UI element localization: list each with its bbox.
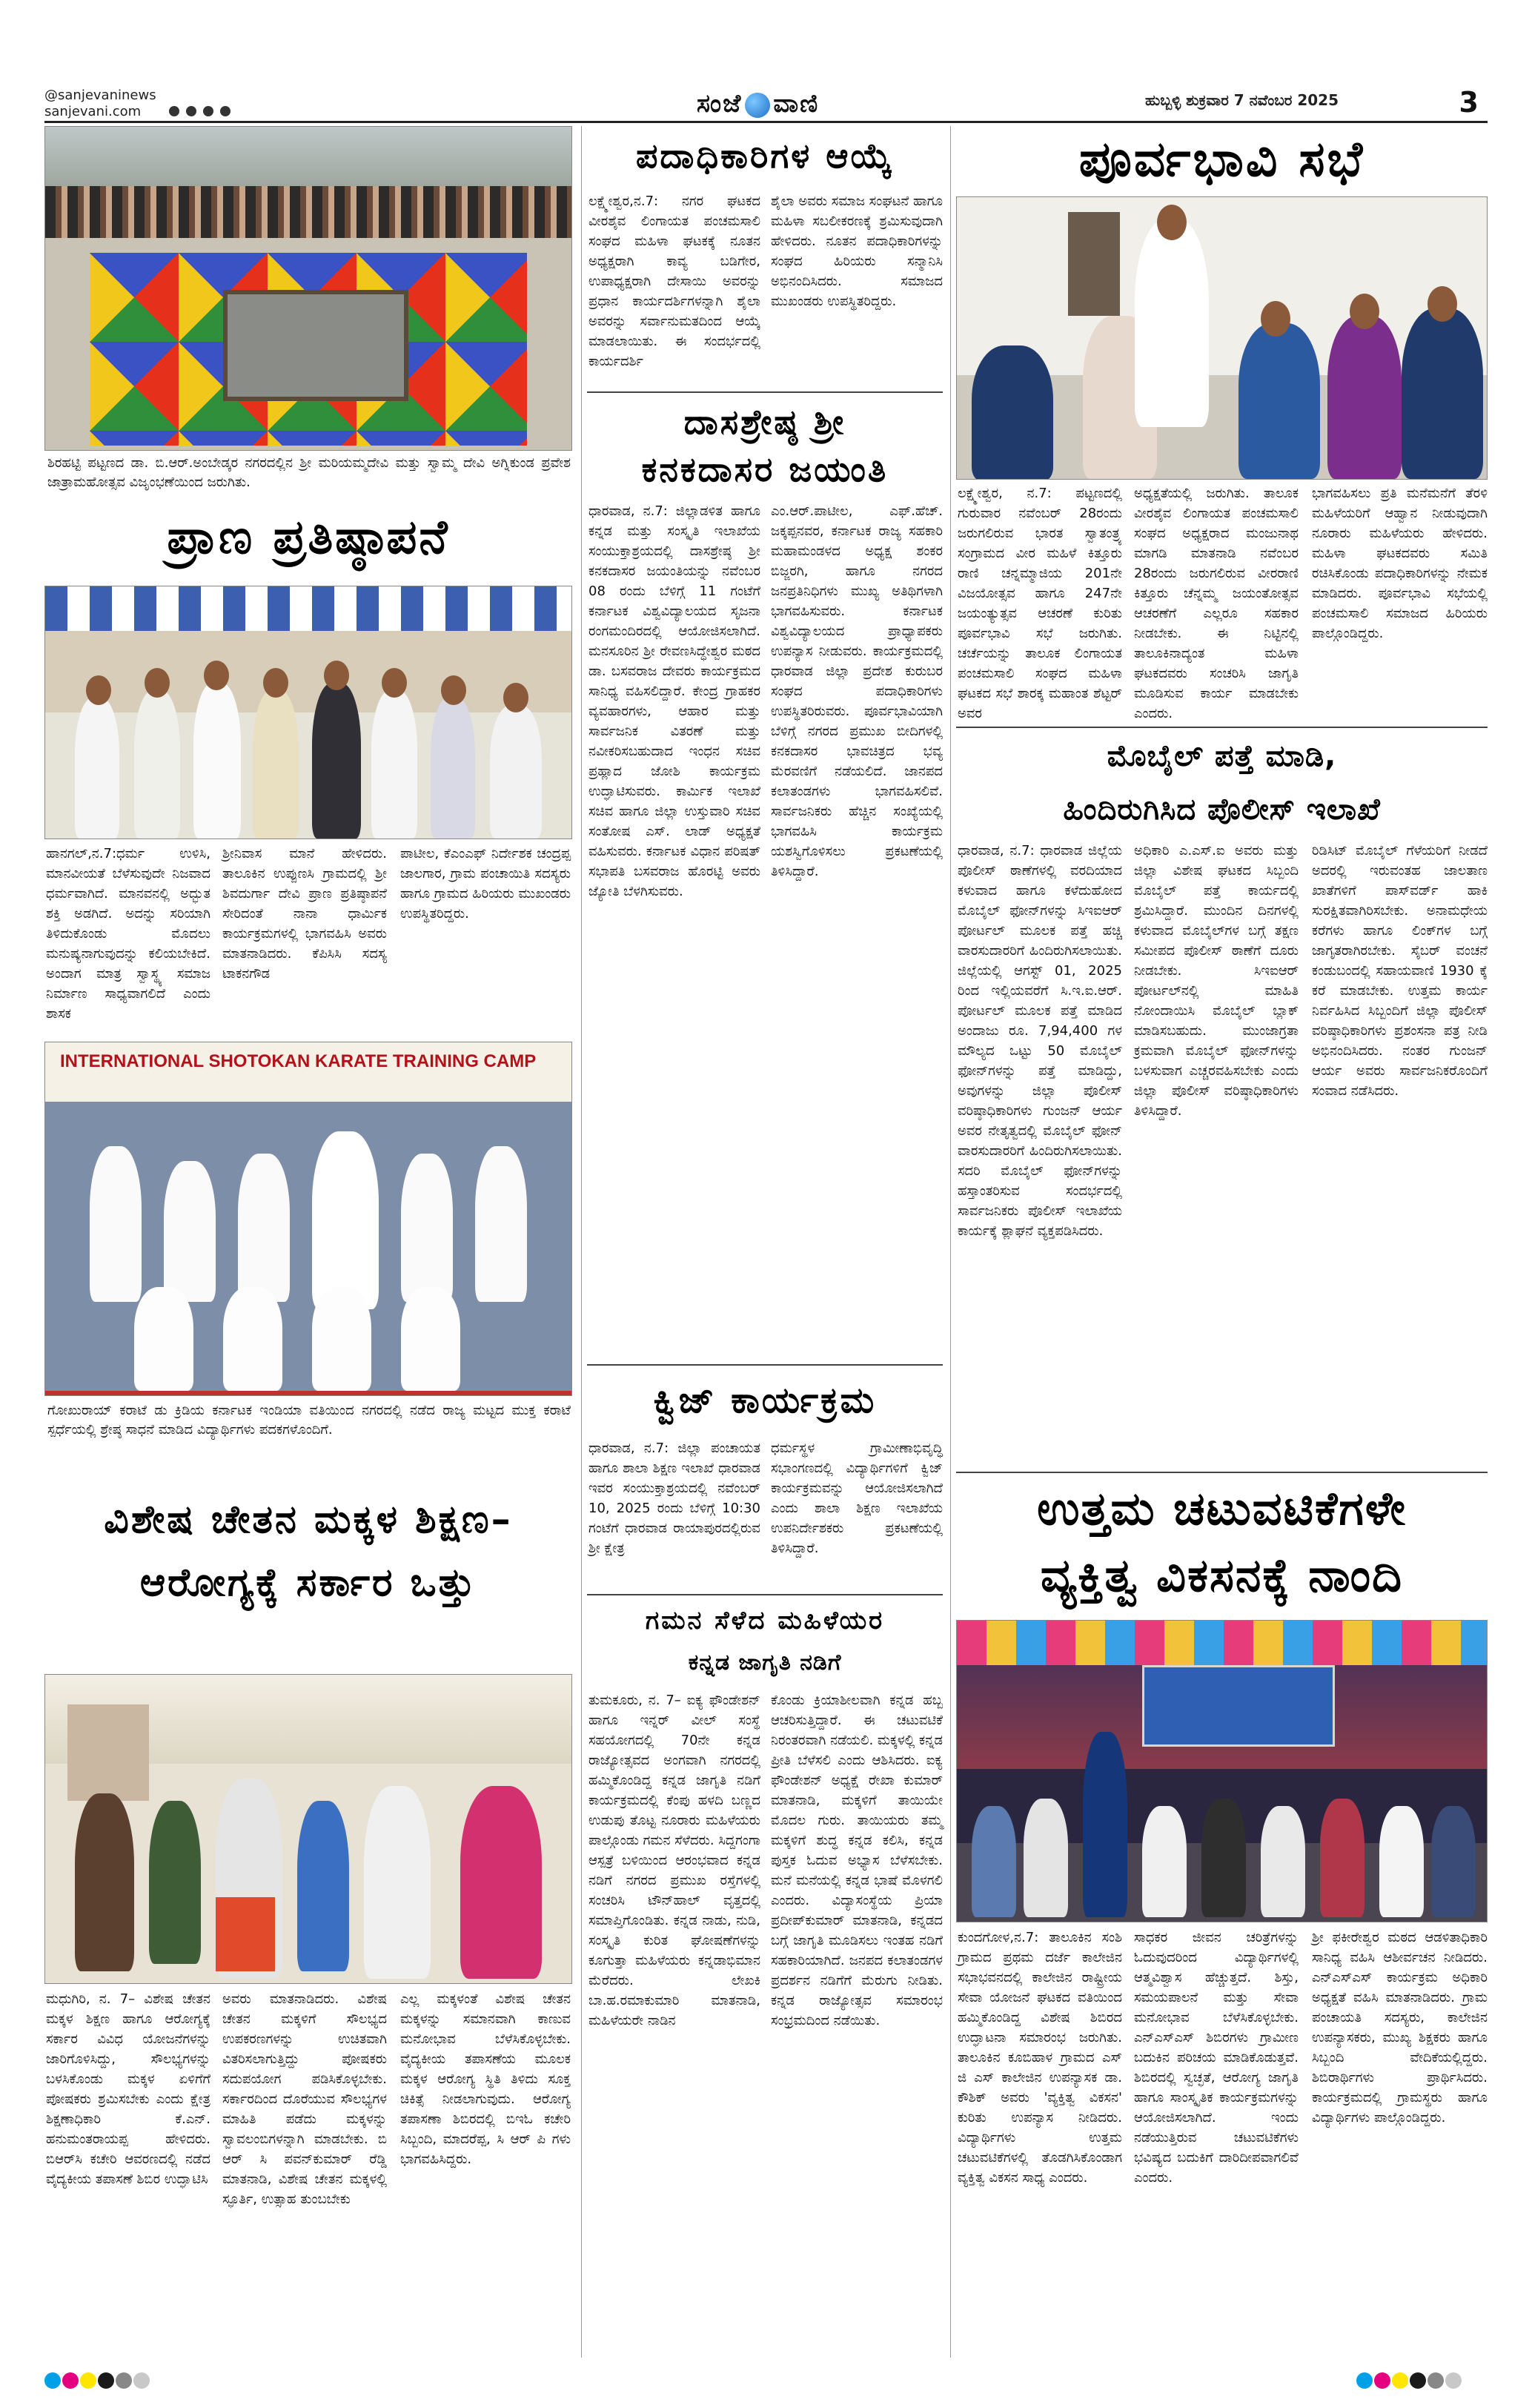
- column-rule: [950, 126, 951, 2358]
- story-kanakadasa-col1: ಧಾರವಾಡ, ನ.7: ಜಿಲ್ಲಾಡಳಿತ ಹಾಗೂ ಕನ್ನಡ ಮತ್ತು ಸಂಸ್ಕೃತಿ ಇಲಾಖೆಯ ಸಂಯುಕ್ತಾಶ್ರಯದಲ್ಲಿ ದಾಸಶ್ರೇಷ್ಠ ಶ್ರೀ ಕನಕದಾಸರ ಜಯಂತಿಯನ್ನು ನವೆಂಬರ 08 ರಂದು ಬೆಳಿಗ್ಗೆ 11 ಗಂಟೆಗೆ ಕರ್ನಾಟಕ ವಿಶ್ವವಿದ್ಯಾಲಯದ ಸೃಜನಾ ರಂಗಮಂದಿರದಲ್ಲಿ ಆಯೋಜಿಸಲಾಗಿದೆ. ಮನಸೂರಿನ ಶ್ರೀ ರೇವಣಸಿದ್ಧೇಶ್ವರ ಮಠದ ಡಾ. ಬಸವರಾಜ ದೇವರು ಕಾರ್ಯಕ್ರಮದ ಸಾನಿಧ್ಯ ವಹಿಸಲಿದ್ದಾರೆ. ಕೇಂದ್ರ ಗ್ರಾಹಕರ ವ್ಯವಹಾರಗಳು, ಆಹಾರ ಮತ್ತು ಸಾರ್ವಜನಿಕ ವಿತರಣೆ ಮತ್ತು ನವೀಕರಿಸಬಹುದಾದ ಇಂಧನ ಸಚಿವ ಪ್ರಹ್ಲಾದ ಜೋಶಿ ಕಾರ್ಯಕ್ರಮ ಉದ್ಘಾಟಿಸುವರು. ಕಾರ್ಮಿಕ ಇಲಾಖೆ ಸಚಿವ ಹಾಗೂ ಜಿಲ್ಲಾ ಉಸ್ತುವಾರಿ ಸಚಿವ ಸಂತೋಷ ಎಸ್. ಲಾಡ್ ಅಧ್ಯಕ್ಷತೆ ವಹಿಸುವರು. ಕರ್ನಾಟಕ ವಿಧಾನ ಪರಿಷತ್ ಸಭಾಪತಿ ಬಸವರಾಜ ಹೊರಟ್ಟಿ ಅವರು ಜ್ಯೋತಿ ಬೆಳಗಿಸುವರು.: [588, 503, 760, 899]
- photo-special-children: [44, 1674, 572, 1984]
- globe-icon: [745, 93, 770, 118]
- masthead-logo: [697, 89, 819, 119]
- headline-pranapratishtapane: ಪ್ರಾಣ ಪ್ರತಿಷ್ಠಾಪನೆ: [167, 510, 450, 565]
- brand-left: ಸಂಜೆ: [697, 89, 743, 119]
- black-swatch: [1410, 2372, 1426, 2389]
- magenta-swatch: [62, 2372, 79, 2389]
- column-rule: [581, 126, 582, 2358]
- story-kannada-nadige-col2: ಕೊಂಡು ಕ್ರಿಯಾಶೀಲವಾಗಿ ಕನ್ನಡ ಹಬ್ಬ ಆಚರಿಸುತ್ತಿದ್ದಾರೆ. ಈ ಚಟುವಟಿಕೆ ನಿರಂತರವಾಗಿ ನಡೆಯಲಿ. ಮಕ್ಕಳಲ್ಲಿ ಕನ್ನಡ ಪ್ರೀತಿ ಬೆಳೆಸಲಿ ಎಂದು ಆಶಿಸಿದರು. ಐಕ್ಯ ಫೌಂಡೇಶನ್ ಅಧ್ಯಕ್ಷೆ ರೇಖಾ ಕುಮಾರ್ ಮಾತನಾಡಿ, ಮಕ್ಕಳಿಗೆ ತಾಯಿಯೇ ಮೊದಲ ಗುರು. ತಾಯಿಯರು ತಮ್ಮ ಮಕ್ಕಳಿಗೆ ಶುದ್ಧ ಕನ್ನಡ ಕಲಿಸಿ, ಕನ್ನಡ ಪುಸ್ತಕ ಓದುವ ಅಭ್ಯಾಸ ಬೆಳೆಸಬೇಕು. ಮನೆ ಮನೆಯಲ್ಲಿ ಕನ್ನಡ ಭಾಷೆ ಮೊಳಗಲಿ ಎಂದರು. ವಿದ್ಯಾಸಂಸ್ಥೆಯ ಪ್ರಿಯಾ ಪ್ರದೀಪ್‌ಕುಮಾರ್ ಮಾತನಾಡಿ, ಕನ್ನಡದ ಬಗ್ಗೆ ಜಾಗೃತಿ ಮೂಡಿಸಲು ಇಂತಹ ನಡಿಗೆ ಸಹಕಾರಿಯಾಗಿದೆ. ಜನಪದ ಕಲಾತಂಡಗಳ ಪ್ರದರ್ಶನ ನಡಿಗೆಗೆ ಮೆರುಗು ನೀಡಿತು. ಕನ್ನಡ ರಾಜ್ಯೋತ್ಸವ ಸಮಾರಂಭ ಸಂಭ್ರಮದಿಂದ ನಡೆಯಿತು.: [771, 1693, 943, 2028]
- header-rule: [44, 121, 1488, 123]
- instagram-icon[interactable]: [203, 106, 213, 116]
- story-vyaktitva-col1: ಕುಂದಗೋಳ,ನ.7: ತಾಲೂಕಿನ ಸಂಶಿ ಗ್ರಾಮದ ಪ್ರಥಮ ದರ್ಜೆ ಕಾಲೇಜಿನ ಸಭಾಭವನದಲ್ಲಿ ಕಾಲೇಜಿನ ರಾಷ್ಟ್ರೀಯ ಸೇವಾ ಯೋಜನೆ ಘಟಕದ ವತಿಯಿಂದ ಹಮ್ಮಿಕೊಂಡಿದ್ದ ವಿಶೇಷ ಶಿಬಿರದ ಉದ್ಘಾಟನಾ ಸಮಾರಂಭ ಜರುಗಿತು. ತಾಲೂಕಿನ ಕೂಬಿಹಾಳ ಗ್ರಾಮದ ಎಸ್ ಜಿ ಎಸ್ ಕಾಲೇಜಿನ ಉಪನ್ಯಾಸಕ ಡಾ. ಕೌಶಿಕ್ ಅವರು 'ವ್ಯಕ್ತಿತ್ವ ವಿಕಸನ' ಕುರಿತು ಉಪನ್ಯಾಸ ನೀಡಿದರು. ವಿದ್ಯಾರ್ಥಿಗಳು ಉತ್ತಮ ಚಟುವಟಿಕೆಗಳಲ್ಲಿ ತೊಡಗಿಸಿಕೊಂಡಾಗ ವ್ಯಕ್ತಿತ್ವ ವಿಕಸನ ಸಾಧ್ಯ ಎಂದರು.: [958, 1930, 1122, 2186]
- headline-mobile-patte: ಮೊಬೈಲ್ ಪತ್ತೆ ಮಾಡಿ,: [1107, 739, 1337, 773]
- dateline: ಹುಬ್ಬಳ್ಳಿ ಶುಕ್ರವಾರ 7 ನವೆಂಬರ 2025: [1145, 91, 1339, 109]
- story-mobile-col1: ಧಾರವಾಡ, ನ.7: ಧಾರವಾಡ ಜಿಲ್ಲೆಯ ಪೊಲೀಸ್ ಠಾಣೆಗಳಲ್ಲಿ ವರದಿಯಾದ ಕಳುವಾದ ಹಾಗೂ ಕಳೆದುಹೋದ ಮೊಬೈಲ್ ಫೋನ್‌ಗಳನ್ನು ಸಿಇಐಆರ್ ಪೋರ್ಟಲ್ ಮೂಲಕ ಪತ್ತೆ ಹಚ್ಚಿ ವಾರಸುದಾರರಿಗೆ ಹಿಂದಿರುಗಿಸಲಾಯಿತು. ಜಿಲ್ಲೆಯಲ್ಲಿ ಆಗಸ್ಟ್ 01, 2025 ರಿಂದ ಇಲ್ಲಿಯವರೆಗೆ ಸಿ.ಇ.ಐ.ಆರ್. ಪೋರ್ಟಲ್ ಮೂಲಕ ಪತ್ತೆ ಮಾಡಿದ ಅಂದಾಜು ರೂ. 7,94,400 ಗಳ ಮೌಲ್ಯದ ಒಟ್ಟು 50 ಮೊಬೈಲ್ ಫೋನ್‌ಗಳನ್ನು ಪತ್ತೆ ಮಾಡಿದ್ದು, ಅವುಗಳನ್ನು ಜಿಲ್ಲಾ ಪೊಲೀಸ್ ವರಿಷ್ಠಾಧಿಕಾರಿಗಳು ಗುಂಜನ್ ಆರ್ಯ ಅವರ ನೇತೃತ್ವದಲ್ಲಿ ಮೊಬೈಲ್ ಫೋನ್ ವಾರಸುದಾರರಿಗೆ ಹಿಂದಿರುಗಿಸಲಾಯಿತು. ಸದರಿ ಮೊಬೈಲ್ ಫೋನ್‌ಗಳನ್ನು ಹಸ್ತಾಂತರಿಸುವ ಸಂದರ್ಭದಲ್ಲಿ ಸಾರ್ವಜನಿಕರು ಪೊಲೀಸ್ ಇಲಾಖೆಯ ಕಾರ್ಯಕ್ಕೆ ಶ್ಲಾಘನೆ ವ್ಯಕ್ತಪಡಿಸಿದರು.: [958, 843, 1122, 1239]
- headline-padadhikarigala-ayke: ಪದಾಧಿಕಾರಿಗಳ ಆಯ್ಕೆ: [635, 136, 895, 176]
- divider: [956, 1472, 1488, 1473]
- social-handle: @sanjevaninews: [44, 87, 156, 103]
- headline-dasashreshta: ದಾಸಶ್ರೇಷ್ಠ ಶ್ರೀ: [683, 402, 846, 442]
- lightgray-swatch: [133, 2372, 150, 2389]
- cyan-swatch: [44, 2372, 61, 2389]
- story-vishesha-col2: ಅವರು ಮಾತನಾಡಿದರು. ವಿಶೇಷ ಚೇತನ ಮಕ್ಕಳಿಗೆ ಸೌಲಭ್ಯದ ಉಪಕರಣಗಳನ್ನು ಉಚಿತವಾಗಿ ವಿತರಿಸಲಾಗುತ್ತಿದ್ದು ಪೋಷಕರು ಸದುಪಯೋಗ ಪಡಿಸಿಕೊಳ್ಳಬೇಕು. ಸರ್ಕಾರದಿಂದ ದೊರೆಯುವ ಸೌಲಭ್ಯಗಳ ಮಾಹಿತಿ ಪಡೆದು ಮಕ್ಕಳನ್ನು ಸ್ವಾವಲಂಬಿಗಳನ್ನಾಗಿ ಮಾಡಬೇಕು. ಬಿ ಆರ್ ಸಿ ಪವನ್‌ಕುಮಾರ್ ರೆಡ್ಡಿ ಮಾತನಾಡಿ, ವಿಶೇಷ ಚೇತನ ಮಕ್ಕಳಲ್ಲಿ ಸ್ಫೂರ್ತಿ, ಉತ್ಸಾಹ ತುಂಬಬೇಕು: [222, 1991, 387, 2207]
- gray-swatch: [116, 2372, 132, 2389]
- yellow-swatch: [1392, 2372, 1408, 2389]
- headline-poorvabhavi-sabhe: ಪೂರ್ವಭಾವಿ ಸಭೆ: [1078, 130, 1365, 188]
- story-vishesha-col1: ಮಧುಗಿರಿ, ನ. 7– ವಿಶೇಷ ಚೇತನ ಮಕ್ಕಳ ಶಿಕ್ಷಣ ಹಾಗೂ ಆರೋಗ್ಯಕ್ಕೆ ಸರ್ಕಾರ ವಿವಿಧ ಯೋಜನೆಗಳನ್ನು ಜಾರಿಗೊಳಿಸಿದ್ದು, ಸೌಲಭ್ಯಗಳನ್ನು ಬಳಸಿಕೊಂಡು ಮಕ್ಕಳ ಏಳಿಗೆಗೆ ಪೋಷಕರು ಶ್ರಮಿಸಬೇಕು ಎಂದು ಕ್ಷೇತ್ರ ಶಿಕ್ಷಣಾಧಿಕಾರಿ ಕೆ.ಎನ್. ಹನುಮಂತರಾಯಪ್ಪ ಹೇಳಿದರು. ಬಿಆರ್‌ಸಿ ಕಚೇರಿ ಆವರಣದಲ್ಲಿ ನಡೆದ ವೈದ್ಯಕೀಯ ತಪಾಸಣೆ ಶಿಬಿರ ಉದ್ಘಾಟಿಸಿ: [46, 1991, 210, 2187]
- story-poorvabhavi-col3: ಭಾಗವಹಿಸಲು ಪ್ರತಿ ಮನೆಮನೆಗೆ ತೆರಳಿ ಮಹಿಳೆಯರಿಗೆ ಆಹ್ವಾನ ನೀಡುವುದಾಗಿ ನೂರಾರು ಮಹಿಳೆಯರು ಹೇಳಿದರು. ಮಹಿಳಾ ಘಟಕದವರು ಸಮಿತಿ ರಚಿಸಿಕೊಂಡು ಪದಾಧಿಕಾರಿಗಳನ್ನು ನೇಮಕ ಮಾಡಿದರು. ಪೂರ್ವಭಾವಿ ಸಭೆಯಲ್ಲಿ ಪಂಚಮಸಾಲಿ ಸಮಾಜದ ಹಿರಿಯರು ಪಾಲ್ಗೊಂಡಿದ್ದರು.: [1312, 486, 1488, 641]
- page-number: 3: [1459, 86, 1479, 119]
- headline-kanakadasara-jayanti: ಕನಕದಾಸರ ಜಯಂತಿ: [641, 449, 889, 489]
- divider: [587, 1594, 943, 1595]
- story-mobile-col3: ರಿಡಿಸಿಟ್ ಮೊಬೈಲ್ ಗೆಳೆಯರಿಗೆ ನೀಡದೆ ಅದರಲ್ಲಿ ಇರುವಂತಹ ಜಾಲತಾಣ ಖಾತೆಗಳಿಗೆ ಪಾಸ್‌ವರ್ಡ್ ಹಾಕಿ ಸುರಕ್ಷಿತವಾಗಿರಿಸಬೇಕು. ಅನಾಮಧೇಯ ಕರೆಗಳು ಹಾಗೂ ಲಿಂಕ್‌ಗಳ ಬಗ್ಗೆ ಜಾಗೃತರಾಗಿರಬೇಕು. ಸೈಬರ್ ವಂಚನೆ ಕಂಡುಬಂದಲ್ಲಿ ಸಹಾಯವಾಣಿ 1930 ಕ್ಕೆ ಕರೆ ಮಾಡಬೇಕು. ಉತ್ತಮ ಕಾರ್ಯ ನಿರ್ವಹಿಸಿದ ಸಿಬ್ಬಂದಿಗೆ ಜಿಲ್ಲಾ ಪೊಲೀಸ್ ವರಿಷ್ಠಾಧಿಕಾರಿಗಳು ಪ್ರಶಂಸನಾ ಪತ್ರ ನೀಡಿ ಅಭಿನಂದಿಸಿದರು. ನಂತರ ಗುಂಜನ್ ಆರ್ಯ ಅವರು ಸಾರ್ವಜನಿಕರೊಂದಿಗೆ ಸಂವಾದ ನಡೆಸಿದರು.: [1312, 843, 1488, 1099]
- photo-festival: [44, 126, 572, 451]
- story-kannada-nadige-col1: ತುಮಕೂರು, ನ. 7– ಐಕ್ಯ ಫೌಂಡೇಶನ್ ಹಾಗೂ ಇನ್ನರ್ ವೀಲ್ ಸಂಸ್ಥೆ ಸಹಯೋಗದಲ್ಲಿ 70ನೇ ಕನ್ನಡ ರಾಜ್ಯೋತ್ಸವದ ಅಂಗವಾಗಿ ನಗರದಲ್ಲಿ ಹಮ್ಮಿಕೊಂಡಿದ್ದ ಕನ್ನಡ ಜಾಗೃತಿ ನಡಿಗೆ ಕಾರ್ಯಕ್ರಮದಲ್ಲಿ ಕೆಂಪು ಹಳದಿ ಬಣ್ಣದ ಉಡುಪು ತೊಟ್ಟ ನೂರಾರು ಮಹಿಳೆಯರು ಪಾಲ್ಗೊಂಡು ಗಮನ ಸೆಳೆದರು. ಸಿದ್ದಗಂಗಾ ಆಸ್ಪತ್ರೆ ಬಳಿಯಿಂದ ಆರಂಭವಾದ ಕನ್ನಡ ನಡಿಗೆ ನಗರದ ಪ್ರಮುಖ ರಸ್ತೆಗಳಲ್ಲಿ ಸಂಚರಿಸಿ ಟೌನ್‌ಹಾಲ್ ವೃತ್ತದಲ್ಲಿ ಸಮಾಪ್ತಿಗೊಂಡಿತು. ಕನ್ನಡ ನಾಡು, ನುಡಿ, ಸಂಸ್ಕೃತಿ ಕುರಿತ ಘೋಷಣೆಗಳನ್ನು ಕೂಗುತ್ತಾ ಮಹಿಳೆಯರು ಕನ್ನಡಾಭಿಮಾನ ಮೆರೆದರು. ಲೇಖಕಿ ಬಾ.ಹ.ರಮಾಕುಮಾರಿ ಮಾತನಾಡಿ, ಮಹಿಳೆಯರೇ ನಾಡಿನ: [588, 1693, 760, 2028]
- brand-right: ವಾಣಿ: [773, 89, 820, 119]
- story-poorvabhavi-col2: ಅಧ್ಯಕ್ಷತೆಯಲ್ಲಿ ಜರುಗಿತು. ತಾಲೂಕ ವೀರಶೈವ ಲಿಂಗಾಯತ ಪಂಚಮಸಾಲಿ ಸಂಘದ ಅಧ್ಯಕ್ಷರಾದ ಮಂಜುನಾಥ ಮಾಗಡಿ ಮಾತನಾಡಿ ನವೆಂಬರ 28ರಂದು ಜರುಗಲಿರುವ ವೀರರಾಣಿ ಕಿತ್ತೂರು ಚೆನ್ನಮ್ಮ ಜಯಂತೋತ್ಸವ ಆಚರಣೆಗೆ ಎಲ್ಲರೂ ಸಹಕಾರ ನೀಡಬೇಕು. ಈ ನಿಟ್ಟಿನಲ್ಲಿ ತಾಲೂಕಿನಾದ್ಯಂತ ಮಹಿಳಾ ಘಟಕದವರು ಸಂಚರಿಸಿ ಜಾಗೃತಿ ಮೂಡಿಸುವ ಕಾರ್ಯ ಮಾಡಬೇಕು ಎಂದರು.: [1134, 486, 1299, 721]
- photo-karate-caption: ಗೋಖುರಾಯ್ ಕರಾಟೆ ಡು ಕ್ರಿಡಿಯ ಕರ್ನಾಟಕ ಇಂಡಿಯಾ ವತಿಯಿಂದ ನಗರದಲ್ಲಿ ನಡೆದ ರಾಜ್ಯ ಮಟ್ಟದ ಮುಕ್ತ ಕರಾಟೆ ಸ್ಪರ್ಧೆಯಲ್ಲಿ ಶ್ರೇಷ್ಠ ಸಾಧನೆ ಮಾಡಿದ ವಿದ್ಯಾರ್ಥಿಗಳು ಪದಕಗಳೊಂದಿಗೆ.: [47, 1403, 571, 1438]
- story-padadhikari-col2: ಶೈಲಾ ಅವರು ಸಮಾಜ ಸಂಘಟನೆ ಹಾಗೂ ಮಹಿಳಾ ಸಬಲೀಕರಣಕ್ಕೆ ಶ್ರಮಿಸುವುದಾಗಿ ಹೇಳಿದರು. ನೂತನ ಪದಾಧಿಕಾರಿಗಳನ್ನು ಸಂಘದ ಹಿರಿಯರು ಸನ್ಮಾನಿಸಿ ಅಭಿನಂದಿಸಿದರು. ಸಮಾಜದ ಮುಖಂಡರು ಉಪಸ್ಥಿತರಿದ್ದರು.: [771, 194, 943, 309]
- headline-hindirugisida-police: ಹಿಂದಿರುಗಿಸಿದ ಪೊಲೀಸ್ ಇಲಾಖೆ: [1063, 793, 1381, 827]
- facebook-icon[interactable]: [169, 106, 179, 116]
- headline-kannada-jagruti-nadige: ಕನ್ನಡ ಜಾಗೃತಿ ನಡಿಗೆ: [688, 1650, 842, 1676]
- story-quiz-col1: ಧಾರವಾಡ, ನ.7: ಜಿಲ್ಲಾ ಪಂಚಾಯತ ಹಾಗೂ ಶಾಲಾ ಶಿಕ್ಷಣ ಇಲಾಖೆ ಧಾರವಾಡ ಇವರ ಸಂಯುಕ್ತಾಶ್ರಯದಲ್ಲಿ ನವೆಂಬರ್ 10, 2025 ರಂದು ಬೆಳಿಗ್ಗೆ 10:30 ಗಂಟೆಗೆ ಧಾರವಾಡ ರಾಯಾಪುರದಲ್ಲಿರುವ ಶ್ರೀ ಕ್ಷೇತ್ರ: [588, 1440, 760, 1556]
- photo-meeting: [956, 196, 1488, 480]
- photo-felicitation: [44, 586, 572, 839]
- story-pranapratishtapane-col3: ಪಾಟೀಲ, ಕೆಎಂಎಫ್ ನಿರ್ದೇಶಕ ಚಂದ್ರಪ್ಪ ಜಾಲಗಾರ, ಗ್ರಾಮ ಪಂಚಾಯಿತಿ ಸದಸ್ಯರು ಹಾಗೂ ಗ್ರಾಮದ ಹಿರಿಯರು ಮುಖಂಡರು ಉಪಸ್ಥಿತರಿದ್ದರು.: [400, 846, 571, 922]
- story-vishesha-col3: ಎಲ್ಲ ಮಕ್ಕಳಂತೆ ವಿಶೇಷ ಚೇತನ ಮಕ್ಕಳನ್ನು ಸಮಾನವಾಗಿ ಕಾಣುವ ಮನೋಭಾವ ಬೆಳೆಸಿಕೊಳ್ಳಬೇಕು. ವೈದ್ಯಕೀಯ ತಪಾಸಣೆಯ ಮೂಲಕ ಮಕ್ಕಳ ಆರೋಗ್ಯ ಸ್ಥಿತಿ ತಿಳಿದು ಸೂಕ್ತ ಚಿಕಿತ್ಸೆ ನೀಡಲಾಗುವುದು. ಆರೋಗ್ಯ ತಪಾಸಣಾ ಶಿಬಿರದಲ್ಲಿ ಬಿಇಓ ಕಚೇರಿ ಸಿಬ್ಬಂದಿ, ಮಾದರೆಪ್ಪ, ಸಿ ಆರ್ ಪಿ ಗಳು ಭಾಗವಹಿಸಿದ್ದರು.: [400, 1991, 571, 2167]
- story-mobile-col2: ಅಧಿಕಾರಿ ಎ.ಎಸ್.ಐ ಅವರು ಮತ್ತು ಜಿಲ್ಲಾ ವಿಶೇಷ ಘಟಕದ ಸಿಬ್ಬಂದಿ ಮೊಬೈಲ್ ಪತ್ತೆ ಕಾರ್ಯದಲ್ಲಿ ಶ್ರಮಿಸಿದ್ದಾರೆ. ಮುಂದಿನ ದಿನಗಳಲ್ಲಿ ಕಳುವಾದ ಮೊಬೈಲ್‌ಗಳ ಬಗ್ಗೆ ತಕ್ಷಣ ಸಮೀಪದ ಪೊಲೀಸ್ ಠಾಣೆಗೆ ದೂರು ನೀಡಬೇಕು. ಸಿಇಐಆರ್ ಪೋರ್ಟಲ್‌ನಲ್ಲಿ ಮಾಹಿತಿ ನೋಂದಾಯಿಸಿ ಮೊಬೈಲ್ ಬ್ಲಾಕ್ ಮಾಡಿಸಬಹುದು. ಮುಂಜಾಗ್ರತಾ ಕ್ರಮವಾಗಿ ಮೊಬೈಲ್ ಫೋನ್‌ಗಳನ್ನು ಬಳಸುವಾಗ ಎಚ್ಚರವಹಿಸಬೇಕು ಎಂದು ಜಿಲ್ಲಾ ಪೊಲೀಸ್ ವರಿಷ್ಠಾಧಿಕಾರಿಗಳು ತಿಳಿಸಿದ್ದಾರೆ.: [1134, 843, 1299, 1119]
- photo-stage-event: [956, 1620, 1488, 1922]
- headline-uttama-chatuvatikegale: ಉತ್ತಮ ಚಟುವಟಿಕೆಗಳೇ: [1037, 1481, 1407, 1535]
- youtube-icon[interactable]: [220, 106, 231, 116]
- black-swatch: [98, 2372, 114, 2389]
- gray-swatch: [1427, 2372, 1444, 2389]
- headline-gamana-seleda: ಗಮನ ಸೆಳೆದ ಮಹಿಳೆಯರ: [645, 1606, 885, 1635]
- twitter-icon[interactable]: [186, 106, 196, 116]
- yellow-swatch: [80, 2372, 96, 2389]
- story-vyaktitva-col2: ಸಾಧಕರ ಜೀವನ ಚರಿತ್ರೆಗಳನ್ನು ಓದುವುದರಿಂದ ವಿದ್ಯಾರ್ಥಿಗಳಲ್ಲಿ ಆತ್ಮವಿಶ್ವಾಸ ಹೆಚ್ಚುತ್ತದೆ. ಶಿಸ್ತು, ಸಮಯಪಾಲನೆ ಮತ್ತು ಸೇವಾ ಮನೋಭಾವ ಬೆಳೆಸಿಕೊಳ್ಳಬೇಕು. ಎನ್ಎಸ್ಎಸ್ ಶಿಬಿರಗಳು ಗ್ರಾಮೀಣ ಬದುಕಿನ ಪರಿಚಯ ಮಾಡಿಕೊಡುತ್ತವೆ. ಶಿಬಿರದಲ್ಲಿ ಸ್ವಚ್ಛತೆ, ಆರೋಗ್ಯ ಜಾಗೃತಿ ಹಾಗೂ ಸಾಂಸ್ಕೃತಿಕ ಕಾರ್ಯಕ್ರಮಗಳನ್ನು ಆಯೋಜಿಸಲಾಗಿದೆ. ಇಂದು ನಡೆಯುತ್ತಿರುವ ಚಟುವಟಿಕೆಗಳು ಭವಿಷ್ಯದ ಬದುಕಿಗೆ ದಾರಿದೀಪವಾಗಲಿವೆ ಎಂದರು.: [1134, 1930, 1299, 2186]
- divider: [587, 1364, 943, 1366]
- divider: [587, 391, 943, 393]
- story-poorvabhavi-col1: ಲಕ್ಷ್ಮೇಶ್ವರ, ನ.7: ಪಟ್ಟಣದಲ್ಲಿ ಗುರುವಾರ ನವೆಂಬರ್ 28ರಂದು ಜರುಗಲಿರುವ ಭಾರತ ಸ್ವಾತಂತ್ರ್ಯ ಸಂಗ್ರಾಮದ ವೀರ ಮಹಿಳೆ ಕಿತ್ತೂರು ರಾಣಿ ಚನ್ನಮ್ಮಾಜಿಯ 201ನೇ ವಿಜಯೋತ್ಸವ ಹಾಗೂ 247ನೇ ಜಯಂತ್ಯುತ್ಸವ ಆಚರಣೆ ಕುರಿತು ಪೂರ್ವಭಾವಿ ಸಭೆ ಜರುಗಿತು. ಚರ್ಚೆಯನ್ನು ತಾಲೂಕ ಲಿಂಗಾಯತ ಪಂಚಮಸಾಲಿ ಸಂಘದ ಮಹಿಳಾ ಘಟಕದ ಸಭೆ ಶಾರಕ್ಕ ಮಹಾಂತ ಶೆಟ್ಟರ್ ಅವರ: [958, 486, 1122, 721]
- story-quiz-col2: ಧರ್ಮಸ್ಥಳ ಗ್ರಾಮೀಣಾಭಿವೃದ್ಧಿ ಸಭಾಂಗಣದಲ್ಲಿ ವಿದ್ಯಾರ್ಥಿಗಳಿಗೆ ಕ್ವಿಜ್ ಕಾರ್ಯಕ್ರಮವನ್ನು ಆಯೋಜಿಸಲಾಗಿದೆ ಎಂದು ಶಾಲಾ ಶಿಕ್ಷಣ ಇಲಾಖೆಯ ಉಪನಿರ್ದೇಶಕರು ಪ್ರಕಟಣೆಯಲ್ಲಿ ತಿಳಿಸಿದ್ದಾರೆ.: [771, 1440, 943, 1556]
- story-padadhikari-col1: ಲಕ್ಷ್ಮೇಶ್ವರ,ನ.7: ನಗರ ಘಟಕದ ವೀರಶೈವ ಲಿಂಗಾಯತ ಪಂಚಮಸಾಲಿ ಸಂಘದ ಮಹಿಳಾ ಘಟಕಕ್ಕೆ ನೂತನ ಅಧ್ಯಕ್ಷರಾಗಿ ಕಾವ್ಯ ಬಡಿಗೇರ, ಉಪಾಧ್ಯಕ್ಷರಾಗಿ ದೇಸಾಯಿ ಅವರನ್ನು ಪ್ರಧಾನ ಕಾರ್ಯದರ್ಶಿಗಳನ್ನಾಗಿ ಶೈಲಾ ಅವರನ್ನು ಸರ್ವಾನುಮತದಿಂದ ಆಯ್ಕೆ ಮಾಡಲಾಯಿತು. ಈ ಸಂದರ್ಭದಲ್ಲಿ ಕಾರ್ಯದರ್ಶಿ: [588, 194, 760, 369]
- photo-festival-caption: ಶಿರಹಟ್ಟಿ ಪಟ್ಟಣದ ಡಾ. ಬಿ.ಆರ್.ಅಂಬೇಡ್ಕರ ನಗರದಲ್ಲಿನ ಶ್ರೀ ಮರಿಯಮ್ಮದೇವಿ ಮತ್ತು ಸ್ವಾಮ್ಮ ದೇವಿ ಅಗ್ನಿಕುಂಡ ಪ್ರವೇಶ ಜಾತ್ರಾಮಹೋತ್ಸವ ವಿಜೃಂಭಣೆಯಿಂದ ಜರುಗಿತು.: [47, 455, 571, 490]
- story-kanakadasa-col2: ಎಂ.ಆರ್.ಪಾಟೀಲ, ಎಫ್.ಹೆಚ್. ಜಕ್ಕಪ್ಪನವರ, ಕರ್ನಾಟಕ ರಾಜ್ಯ ಸಹಕಾರಿ ಮಹಾಮಂಡಳದ ಅಧ್ಯಕ್ಷ ಶಂಕರ ಬಿಜ್ಜರಗಿ, ಹಾಗೂ ನಗರದ ಜನಪ್ರತಿನಿಧಿಗಳು ಮುಖ್ಯ ಅತಿಥಿಗಳಾಗಿ ಭಾಗವಹಿಸುವರು. ಕರ್ನಾಟಕ ವಿಶ್ವವಿದ್ಯಾಲಯದ ಪ್ರಾಧ್ಯಾಪಕರು ಉಪನ್ಯಾಸ ನೀಡುವರು. ಕಾರ್ಯಕ್ರಮದಲ್ಲಿ ಧಾರವಾಡ ಜಿಲ್ಲಾ ಪ್ರದೇಶ ಕುರುಬರ ಸಂಘದ ಪದಾಧಿಕಾರಿಗಳು ಉಪಸ್ಥಿತರಿರುವರು. ಪೂರ್ವಭಾವಿಯಾಗಿ ಬೆಳಿಗ್ಗೆ ನಗರದ ಪ್ರಮುಖ ಬೀದಿಗಳಲ್ಲಿ ಕನಕದಾಸರ ಭಾವಚಿತ್ರದ ಭವ್ಯ ಮೆರವಣಿಗೆ ನಡೆಯಲಿದೆ. ಜಾನಪದ ಕಲಾತಂಡಗಳು ಭಾಗವಹಿಸಲಿವೆ. ಸಾರ್ವಜನಿಕರು ಹೆಚ್ಚಿನ ಸಂಖ್ಯೆಯಲ್ಲಿ ಭಾಗವಹಿಸಿ ಕಾರ್ಯಕ್ರಮ ಯಶಸ್ವಿಗೊಳಿಸಲು ಪ್ರಕಟಣೆಯಲ್ಲಿ ತಿಳಿಸಿದ್ದಾರೆ.: [771, 503, 943, 879]
- magenta-swatch: [1374, 2372, 1390, 2389]
- headline-quiz-karyakrama: ಕ್ವಿಜ್ ಕಾರ್ಯಕ್ರಮ: [653, 1380, 877, 1421]
- registration-color-bar-right: [1356, 2372, 1462, 2389]
- social-icons: [169, 105, 233, 119]
- photo-karate: [44, 1042, 572, 1396]
- story-vyaktitva-col3: ಶ್ರೀ ಫಕೀರೇಶ್ವರ ಮಠದ ಆಡಳಿತಾಧಿಕಾರಿ ಸಾನಿಧ್ಯ ವಹಿಸಿ ಆಶೀರ್ವಚನ ನೀಡಿದರು. ಎನ್ಎಸ್ಎಸ್ ಕಾರ್ಯಕ್ರಮ ಅಧಿಕಾರಿ ಅಧ್ಯಕ್ಷತೆ ವಹಿಸಿ ಮಾತನಾಡಿದರು. ಗ್ರಾಮ ಪಂಚಾಯತಿ ಸದಸ್ಯರು, ಕಾಲೇಜಿನ ಉಪನ್ಯಾಸಕರು, ಮುಖ್ಯ ಶಿಕ್ಷಕರು ಹಾಗೂ ಸಿಬ್ಬಂದಿ ವೇದಿಕೆಯಲ್ಲಿದ್ದರು. ಶಿಬಿರಾರ್ಥಿಗಳು ಪ್ರಾರ್ಥಿಸಿದರು. ಕಾರ್ಯಕ್ರಮದಲ್ಲಿ ಗ್ರಾಮಸ್ಥರು ಹಾಗೂ ವಿದ್ಯಾರ್ಥಿಗಳು ಪಾಲ್ಗೊಂಡಿದ್ದರು.: [1312, 1930, 1488, 2126]
- headline-vyaktitva-vikasana: ವ್ಯಕ್ತಿತ್ವ ವಿಕಸನಕ್ಕೆ ನಾಂದಿ: [1040, 1548, 1404, 1602]
- headline-vishesha-chetana: ವಿಶೇಷ ಚೇತನ ಮಕ್ಕಳ ಶಿಕ್ಷಣ–: [104, 1498, 513, 1542]
- registration-color-bar-left: [44, 2372, 150, 2389]
- divider: [956, 727, 1488, 728]
- lightgray-swatch: [1445, 2372, 1462, 2389]
- website[interactable]: sanjevani.com: [44, 104, 142, 119]
- story-pranapratishtapane-col2: ಶ್ರೀನಿವಾಸ ಮಾನೆ ಹೇಳಿದರು. ತಾಲೂಕಿನ ಉಪ್ಪುಣಸಿ ಗ್ರಾಮದಲ್ಲಿ ಶ್ರೀ ಶಿವದುರ್ಗಾ ದೇವಿ ಪ್ರಾಣ ಪ್ರತಿಷ್ಠಾಪನೆ ಸೇರಿದಂತೆ ನಾನಾ ಧಾರ್ಮಿಕ ಕಾರ್ಯಕ್ರಮಗಳಲ್ಲಿ ಭಾಗವಹಿಸಿ ಅವರು ಮಾತನಾಡಿದರು. ಕೆಪಿಸಿಸಿ ಸದಸ್ಯ ಟಾಕನಗೌಡ: [222, 846, 387, 982]
- karate-banner: INTERNATIONAL SHOTOKAN KARATE TRAINING CAMP: [60, 1051, 537, 1071]
- story-pranapratishtapane-col1: ಹಾನಗಲ್,ನ.7:ಧರ್ಮ ಉಳಿಸಿ, ಮಾನವೀಯತೆ ಬೆಳೆಸುವುದೇ ನಿಜವಾದ ಧರ್ಮವಾಗಿದೆ. ಮಾನವನಲ್ಲಿ ಅದ್ಭುತ ಶಕ್ತಿ ಅಡಗಿದೆ. ಅದನ್ನು ಸರಿಯಾಗಿ ತಿಳಿದುಕೊಂಡು ಮೊದಲು ಮನುಷ್ಯನಾಗುವುದನ್ನು ಕಲಿಯಬೇಕಿದೆ. ಅಂದಾಗ ಮಾತ್ರ ಸ್ವಾಸ್ಥ್ಯ ಸಮಾಜ ನಿರ್ಮಾಣ ಸಾಧ್ಯವಾಗಲಿದೆ ಎಂದು ಶಾಸಕ: [46, 846, 210, 1022]
- headline-arogya: ಆರೋಗ್ಯಕ್ಕೆ ಸರ್ಕಾರ ಒತ್ತು: [139, 1561, 477, 1605]
- cyan-swatch: [1356, 2372, 1373, 2389]
